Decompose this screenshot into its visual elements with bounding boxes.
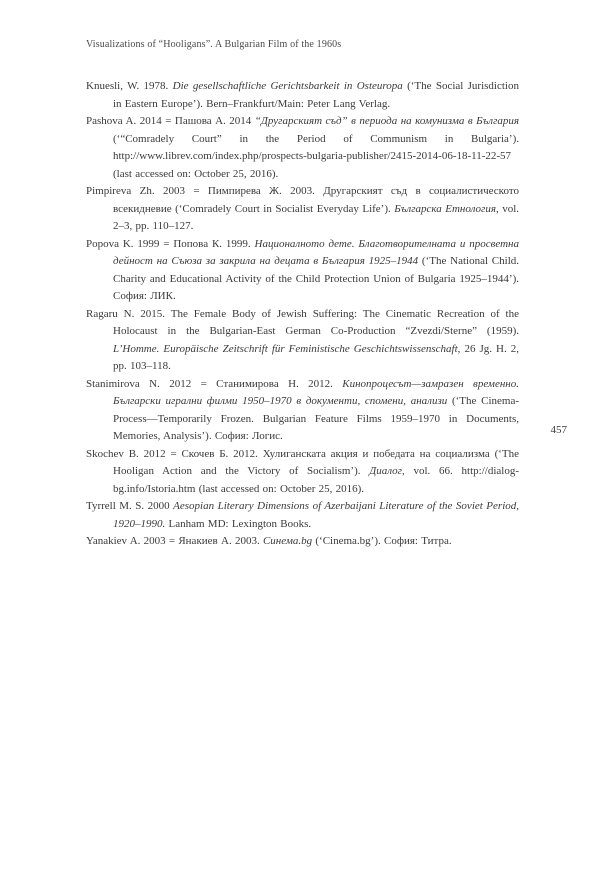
reference-title-segment: “Другарският съд” в периода на комунизма в България (254, 115, 519, 127)
reference-text-segment: , vol. 2–3, pp. 110–127. (113, 202, 519, 232)
running-header: Visualizations of “Hooligans”. A Bulgarian Film of the 1960s (86, 39, 342, 50)
reference-title-segment: Диалог (369, 465, 402, 477)
reference-text-segment: Skochev B. 2012 = Скочев Б. 2012. Хулиганската акция и победата на социализма (‘The Hooligan Action and the Victory of Socialism’). (86, 447, 519, 477)
reference-title-segment: Aesopian Literary Dimensions of Azerbaijani Literature of the Soviet Period, 1920–1990. (113, 500, 519, 530)
reference-text-segment: Pashova A. 2014 = Пашова А. 2014 (86, 115, 255, 127)
reference-entry (86, 498, 519, 533)
reference-text-segment: Stanimirova N. 2012 = Станимирова Н. 2012. (86, 377, 343, 390)
reference-text-segment: Ragaru N. 2015. The Female Body of Jewish Suffering: The Cinematic Recreation of the Holocaust in the Bulgarian-East German Co-Production “Zvezdi/Sterne” (1959). (86, 307, 519, 337)
reference-title-segment: Синема.bg (262, 535, 313, 547)
reference-text-segment: Lanham MD: Lexington Books. (165, 517, 312, 530)
reference-list (86, 78, 519, 551)
reference-entry (86, 183, 519, 236)
reference-text-segment: (‘The Cinema-Process—Temporarily Frozen. Bulgarian Feature Films 1959–1970 in Documents, Memories, Analysis’). София: Логис. (113, 395, 520, 442)
reference-title-segment: L’Homme. Europäische Zeitschrift für Feministische Geschichtswissenschaft (113, 342, 458, 355)
reference-text-segment: Knuesli, W. 1978. (86, 80, 173, 92)
reference-text-segment: , vol. 66. http://dialog-bg.info/Istoria.htm (last accessed on: October 25, 2016). (113, 465, 519, 495)
reference-text-segment: Tyrrell M. S. 2000 (86, 500, 174, 512)
reference-entry (86, 113, 519, 183)
reference-title-segment: Кинопроцесът—замразен временно. Български игрални филми 1950–1970 в документи, спомени, анализи (113, 377, 519, 407)
page-number: 457 (550, 424, 567, 436)
reference-entry (86, 376, 519, 446)
reference-text-segment: (‘The Social Jurisdiction in Eastern Europe’). Bern–Frankfurt/Main: Peter Lang Verlag. (113, 80, 519, 110)
reference-title-segment: Българска Етнология (394, 202, 496, 215)
reference-text-segment: (‘Cinema.bg’). София: Титра. (312, 535, 452, 547)
reference-text-segment: Popova K. 1999 = Попова К. 1999. (86, 237, 255, 250)
reference-text-segment: , 26 Jg. H. 2, pp. 103–118. (113, 342, 519, 372)
reference-text-segment: Yanakiev A. 2003 = Янакиев А. 2003. (86, 535, 263, 547)
reference-entry (86, 533, 519, 551)
reference-title-segment: Националното дете. Благотворителната и просветна дейност на Съюза за закрила на децата в България 1925–1944 (113, 237, 519, 267)
reference-text-segment: (‘“Comradely Court” in the Period of Communism in Bulgaria’). http://www.librev.com/index.php/prospects-bulgaria-publisher/2415-2014-06-18-11-22-57 (last accessed on: October 25, 2016). (113, 132, 519, 180)
reference-text-segment: (‘The National Child. Charity and Educational Activity of the Child Protection Union of Bulgaria 1925–1944’). София: ЛИК. (113, 255, 520, 302)
reference-entry (86, 446, 519, 499)
reference-title-segment: Die gesellschaftliche Gerichtsbarkeit in Osteuropa (172, 80, 403, 92)
reference-text-segment: Pimpireva Zh. 2003 = Пимпирева Ж. 2003. Другарският съд в социалистическото всекидневие (‘Comradely Court in Socialist Everyday Life’). (86, 185, 519, 215)
reference-entry (86, 236, 519, 306)
reference-entry (86, 306, 519, 376)
reference-entry (86, 78, 519, 113)
